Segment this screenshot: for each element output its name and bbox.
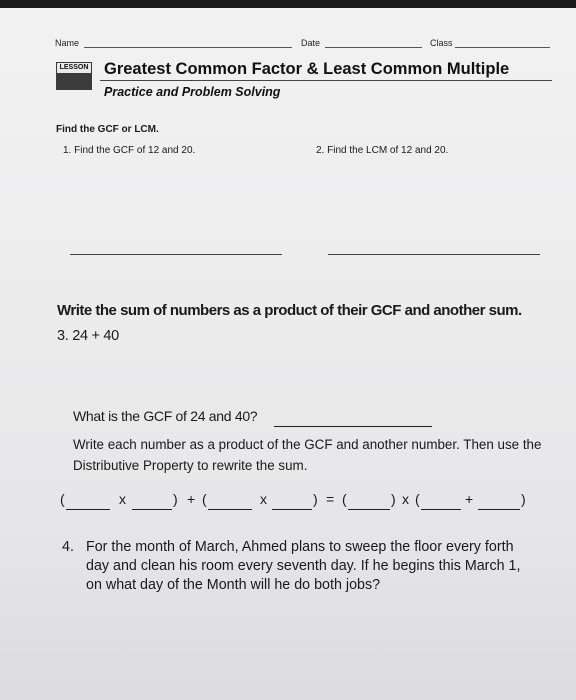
times-sign-3: x bbox=[402, 491, 409, 507]
section2-heading: Write the sum of numbers as a product of their GCF and another sum. bbox=[57, 302, 522, 319]
paren-close-2: ) bbox=[313, 491, 318, 507]
answer-line-2[interactable] bbox=[328, 254, 540, 255]
blank-3[interactable] bbox=[208, 509, 252, 510]
lesson-title: Greatest Common Factor & Least Common Multiple bbox=[104, 60, 510, 78]
lesson-badge bbox=[56, 62, 92, 90]
date-field-line[interactable] bbox=[325, 47, 422, 48]
paren-open-3: ( bbox=[342, 491, 347, 507]
question-3: 3. 24 + 40 bbox=[57, 328, 119, 344]
paren-close-1: ) bbox=[173, 491, 178, 507]
plus-sign-inner: + bbox=[465, 491, 474, 507]
paren-open-2: ( bbox=[202, 491, 207, 507]
section1-heading: Find the GCF or LCM. bbox=[56, 124, 159, 135]
lesson-badge-label: LESSON bbox=[56, 62, 92, 74]
blank-6[interactable] bbox=[421, 509, 461, 510]
times-sign-2: x bbox=[260, 491, 267, 507]
lesson-subtitle: Practice and Problem Solving bbox=[104, 85, 281, 99]
blank-5[interactable] bbox=[348, 509, 390, 510]
gcf-answer-line[interactable] bbox=[274, 426, 432, 427]
paren-close-3: ) bbox=[391, 491, 396, 507]
paren-open-1: ( bbox=[60, 491, 65, 507]
dark-top-edge bbox=[0, 0, 576, 8]
blank-1[interactable] bbox=[66, 509, 110, 510]
question-4-number: 4. bbox=[62, 539, 74, 555]
title-rule bbox=[100, 80, 552, 81]
answer-line-1[interactable] bbox=[70, 254, 282, 255]
blank-4[interactable] bbox=[272, 509, 312, 510]
date-label: Date bbox=[301, 38, 321, 48]
name-label: Name bbox=[55, 38, 80, 48]
class-label: Class bbox=[430, 38, 453, 48]
paren-close-4: ) bbox=[521, 491, 526, 507]
plus-sign: + bbox=[187, 491, 196, 507]
question-1: 1. Find the GCF of 12 and 20. bbox=[63, 145, 196, 156]
blank-7[interactable] bbox=[478, 509, 520, 510]
equals-sign: = bbox=[326, 491, 335, 507]
name-field-line[interactable] bbox=[84, 47, 292, 48]
question-2: 2. Find the LCM of 12 and 20. bbox=[316, 145, 449, 156]
times-sign-1: x bbox=[119, 491, 126, 507]
paren-open-4: ( bbox=[415, 491, 420, 507]
instructions: Write each number as a product of the GCF and another number. Then use the Distributive Property to rewrite the sum. bbox=[73, 437, 542, 473]
gcf-question: What is the GCF of 24 and 40? bbox=[73, 408, 258, 424]
blank-2[interactable] bbox=[132, 509, 172, 510]
question-4-text: For the month of March, Ahmed plans to sweep the floor every forth day and clean his room every seventh day. If he begins this March 1, on what day of the Month will he do both jobs? bbox=[86, 539, 521, 593]
class-field-line[interactable] bbox=[455, 47, 550, 48]
